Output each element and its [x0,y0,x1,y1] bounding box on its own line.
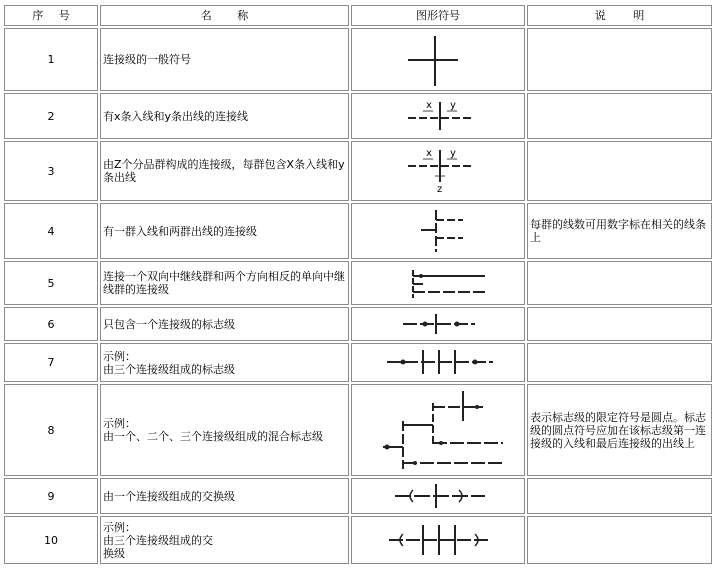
symbol-label-y: y [450,100,456,111]
symbol-label-x: x [426,148,432,159]
row-symbol [351,141,525,201]
symbol-one-in-two-out [353,204,523,258]
row-desc [527,307,712,341]
row-num: 5 [4,261,98,305]
row-name: 由Z个分品群构成的连接级，每群包含X条入线和y条出线 [100,141,349,201]
row-symbol [351,28,525,91]
row-symbol [351,93,525,139]
table-row [4,343,712,382]
header-seq: 序 号 [4,5,98,26]
table-row [4,307,712,341]
row-num: 9 [4,478,98,514]
symbol-mixed-marking-stage [353,385,523,475]
table-row [4,203,712,259]
row-desc [527,141,712,201]
row-name: 连接级的一般符号 [100,28,349,91]
symbol-connection-stage [353,30,523,90]
row-desc [527,478,712,514]
table-row [4,384,712,476]
row-num: 8 [4,384,98,476]
row-name: 由一个连接级组成的交换级 [100,478,349,514]
row-num: 10 [4,516,98,564]
table-row [4,478,712,514]
symbol-z-groups [353,142,523,200]
table-header-row [4,5,712,26]
row-desc [527,343,712,382]
row-name: 连接一个双向中继线群和两个方向相反的单向中继线群的连接级 [100,261,349,305]
row-desc: 每群的线数可用数字标在相关的线条上 [527,203,712,259]
row-desc [527,516,712,564]
table-row [4,141,712,201]
row-num: 2 [4,93,98,139]
row-desc [527,261,712,305]
row-name: 示例： 由一个、二个、三个连接级组成的混合标志级 [100,384,349,476]
row-name: 只包含一个连接级的标志级 [100,307,349,341]
row-symbol [351,384,525,476]
symbol-label-y: y [450,148,456,159]
row-num: 4 [4,203,98,259]
symbol-label-z: z [437,184,443,195]
row-num: 1 [4,28,98,91]
row-desc [527,28,712,91]
row-name: 示例： 由三个连接级组成的交 换级 [100,516,349,564]
table-row [4,261,712,305]
row-symbol [351,203,525,259]
symbol-marking-stage [353,308,523,340]
row-num: 3 [4,141,98,201]
header-symbol: 图形符号 [351,5,525,26]
row-symbol [351,343,525,382]
header-desc: 说 明 [527,5,712,26]
symbol-x-in-y-out [353,94,523,138]
row-name: 有x条入线和y条出线的连接线 [100,93,349,139]
row-symbol [351,516,525,564]
row-name: 有一群入线和两群出线的连接级 [100,203,349,259]
table-row [4,93,712,139]
row-desc [527,93,712,139]
row-symbol [351,261,525,305]
row-num: 6 [4,307,98,341]
symbol-table [2,3,714,566]
header-name: 名 称 [100,5,349,26]
row-symbol [351,478,525,514]
symbol-label-x: x [426,100,432,111]
table-row [4,28,712,91]
row-symbol [351,307,525,341]
row-name: 示例： 由三个连接级组成的标志级 [100,343,349,382]
symbol-three-stage-switching [353,517,523,563]
symbol-bidirectional-trunk [353,262,523,304]
symbol-switching-stage [353,479,523,513]
symbol-table-container [2,3,712,566]
row-desc: 表示标志级的限定符号是圆点。标志级的圆点符号应加在该标志级第一连接级的入线和最后连接级的出线上 [527,384,712,476]
symbol-three-stage-marking [353,344,523,381]
row-num: 7 [4,343,98,382]
table-row [4,516,712,564]
